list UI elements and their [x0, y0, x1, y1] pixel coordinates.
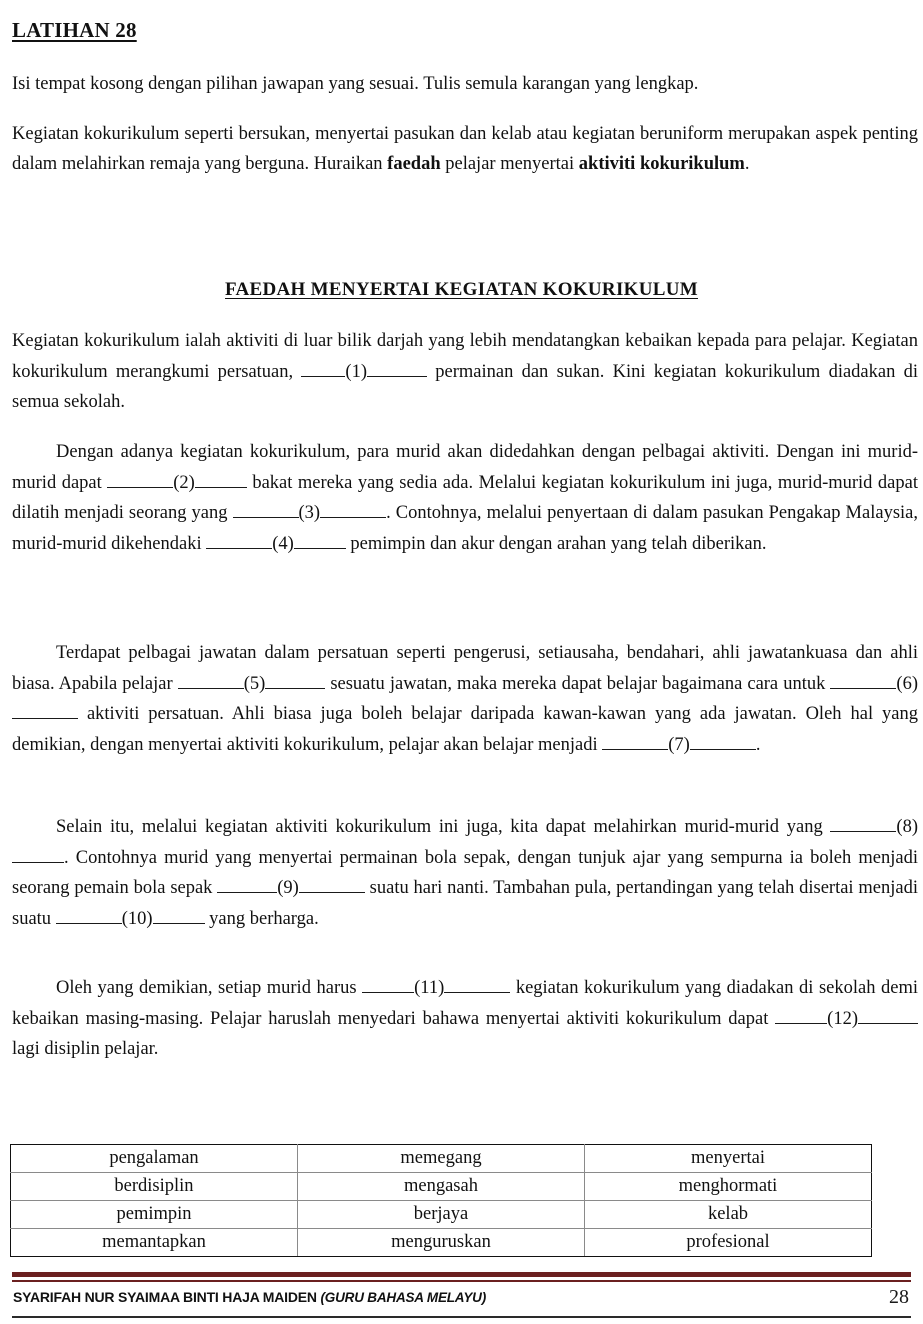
word-bank-cell[interactable]: memegang: [298, 1145, 585, 1173]
answer-blank-11-left[interactable]: [362, 975, 414, 993]
footer-author-role: (GURU BAHASA MELAYU): [320, 1290, 487, 1305]
answer-blank-12-left[interactable]: [775, 1006, 827, 1024]
answer-blank-9-left[interactable]: [217, 875, 277, 893]
p3-segment-4: .: [755, 735, 761, 756]
footer-author: [13, 1289, 486, 1305]
word-bank-cell[interactable]: berjaya: [298, 1201, 585, 1229]
prompt-bold-faedah: faedah: [387, 153, 441, 174]
word-bank-cell[interactable]: mengasah: [298, 1173, 585, 1201]
answer-blank-5-left[interactable]: [178, 671, 244, 689]
p2-segment-3: . Contohnya, melalui penyertaan di dalam pasukan Pengakap Malaysia, murid-murid dikehendaki: [12, 503, 918, 555]
answer-blank-8-right[interactable]: [12, 845, 64, 863]
p4-segment-4: yang berharga.: [204, 909, 319, 930]
blank-number-11: (11): [414, 978, 445, 998]
p4-segment-1: Selain itu, melalui kegiatan aktiviti kokurikulum ini juga, kita dapat melahirkan murid-murid yang: [56, 817, 831, 837]
p3-segment-2: sesuatu jawatan, maka mereka dapat belajar bagaimana cara untuk: [325, 673, 831, 694]
word-bank-cell[interactable]: menguruskan: [298, 1229, 585, 1257]
p1-segment-1: Kegiatan kokurikulum ialah aktiviti di luar bilik darjah yang lebih mendatangkan kebaikan kepada para pelajar. Kegiatan kokurikulum merangkumi persatuan,: [12, 331, 918, 382]
answer-blank-3-left[interactable]: [233, 500, 299, 518]
answer-blank-2-left[interactable]: [107, 470, 173, 488]
word-bank-cell[interactable]: pemimpin: [11, 1201, 298, 1229]
answer-blank-2-right[interactable]: [195, 470, 247, 488]
p3-segment-3: aktiviti persatuan. Ahli biasa juga boleh belajar daripada kawan-kawan yang ada jawatan. Oleh hal yang demikian, dengan menyertai aktiviti kokurikulum, pelajar akan belajar menjadi: [12, 704, 918, 756]
blank-number-3: (3): [298, 503, 321, 524]
answer-blank-4-left[interactable]: [206, 531, 272, 549]
paragraph-2: [12, 437, 918, 560]
p1-segment-2: permainan dan sukan. Kini kegiatan kokurikulum diadakan di semua sekolah.: [12, 361, 918, 413]
footer-rule-thin: [12, 1280, 911, 1282]
prompt-segment-2: pelajar menyertai: [440, 153, 579, 174]
paragraph-5: [12, 973, 918, 1065]
answer-blank-1-left[interactable]: [301, 359, 345, 377]
answer-blank-9-right[interactable]: [299, 875, 365, 893]
blank-number-6: (6): [896, 673, 918, 694]
blank-number-7: (7): [668, 735, 690, 756]
word-bank-cell[interactable]: profesional: [585, 1229, 872, 1257]
p4-segment-2: . Contohnya murid yang menyertai permainan bola sepak, dengan tunjuk ajar yang sempurna ia boleh menjadi seorang pemain bola sepak: [12, 847, 918, 899]
p2-segment-4: pemimpin dan akur dengan arahan yang telah diberikan.: [345, 534, 767, 555]
table-row: [11, 1229, 872, 1257]
answer-blank-7-left[interactable]: [602, 732, 668, 750]
answer-blank-8-left[interactable]: [830, 814, 896, 832]
blank-number-4: (4): [272, 534, 294, 555]
blank-number-9: (9): [277, 878, 299, 899]
answer-blank-12-right[interactable]: [858, 1006, 918, 1024]
answer-blank-11-right[interactable]: [444, 975, 510, 993]
instruction-text: Isi tempat kosong dengan pilihan jawapan yang sesuai. Tulis semula karangan yang lengkap.: [12, 74, 699, 94]
answer-blank-6-left[interactable]: [830, 671, 896, 689]
footer-page-number: 28: [889, 1286, 909, 1308]
blank-number-2: (2): [173, 472, 195, 493]
footer-bottom-rule: [12, 1316, 911, 1318]
blank-number-8: (8): [896, 817, 918, 837]
blank-number-12: (12): [827, 1008, 858, 1029]
blank-number-5: (5): [243, 673, 266, 694]
p3-segment-1: Terdapat pelbagai jawatan dalam persatuan seperti pengerusi, setiausaha, bendahari, ahli jawatankuasa dan ahli biasa. Apabila pelajar: [12, 643, 918, 694]
essay-title: [0, 279, 923, 301]
prompt-segment-1: Kegiatan kokurikulum seperti bersukan, menyertai pasukan dan kelab atau kegiatan beruniform merupakan aspek penting dalam melahirkan remaja yang berguna. Huraikan: [12, 124, 918, 174]
answer-blank-6-right[interactable]: [12, 701, 78, 719]
word-bank-cell[interactable]: menghormati: [585, 1173, 872, 1201]
p5-segment-3: lagi disiplin pelajar.: [12, 1039, 159, 1060]
p5-segment-2: kegiatan kokurikulum yang diadakan di sekolah demi kebaikan masing-masing. Pelajar haruslah menyedari bahawa menyertai aktiviti kokurikulum dapat: [12, 978, 918, 1029]
footer-rule-thick: [12, 1272, 911, 1277]
answer-blank-7-right[interactable]: [690, 732, 756, 750]
exercise-title: LATIHAN 28: [12, 18, 137, 42]
p2-segment-1: Dengan adanya kegiatan kokurikulum, para murid akan didedahkan dengan pelbagai aktiviti. Dengan ini murid-murid dapat: [12, 442, 918, 493]
word-bank-cell[interactable]: berdisiplin: [11, 1173, 298, 1201]
paragraph-4: [12, 812, 918, 935]
word-bank-table: [10, 1144, 872, 1257]
answer-blank-4-right[interactable]: [294, 531, 346, 549]
p2-segment-2: bakat mereka yang sedia ada. Melalui kegiatan kokurikulum ini juga, murid-murid dapat dilatih menjadi seorang yang: [12, 472, 918, 524]
word-bank-cell[interactable]: menyertai: [585, 1145, 872, 1173]
table-row: [11, 1201, 872, 1229]
p5-segment-1: Oleh yang demikian, setiap murid harus: [56, 978, 363, 998]
prompt-segment-3: .: [744, 153, 750, 174]
table-row: [11, 1145, 872, 1173]
answer-blank-1-right[interactable]: [367, 359, 427, 377]
paragraph-3: [12, 638, 918, 761]
answer-blank-5-right[interactable]: [265, 671, 325, 689]
footer-author-name: SYARIFAH NUR SYAIMAA BINTI HAJA MAIDEN: [13, 1289, 317, 1305]
word-bank-cell[interactable]: memantapkan: [11, 1229, 298, 1257]
prompt-paragraph: [12, 120, 918, 180]
essay-title-text: FAEDAH MENYERTAI KEGIATAN KOKURIKULUM: [225, 279, 698, 300]
answer-blank-3-right[interactable]: [320, 500, 386, 518]
table-row: [11, 1173, 872, 1201]
answer-blank-10-left[interactable]: [56, 906, 122, 924]
prompt-bold-aktiviti-kokurikulum: aktiviti kokurikulum: [578, 153, 745, 174]
blank-number-10: (10): [121, 909, 153, 930]
word-bank-cell[interactable]: kelab: [585, 1201, 872, 1229]
answer-blank-10-right[interactable]: [153, 906, 205, 924]
paragraph-1: [12, 326, 918, 418]
word-bank-cell[interactable]: pengalaman: [11, 1145, 298, 1173]
blank-number-1: (1): [345, 361, 367, 382]
p4-segment-3: suatu hari nanti. Tambahan pula, pertandingan yang telah disertai menjadi suatu: [12, 878, 918, 930]
